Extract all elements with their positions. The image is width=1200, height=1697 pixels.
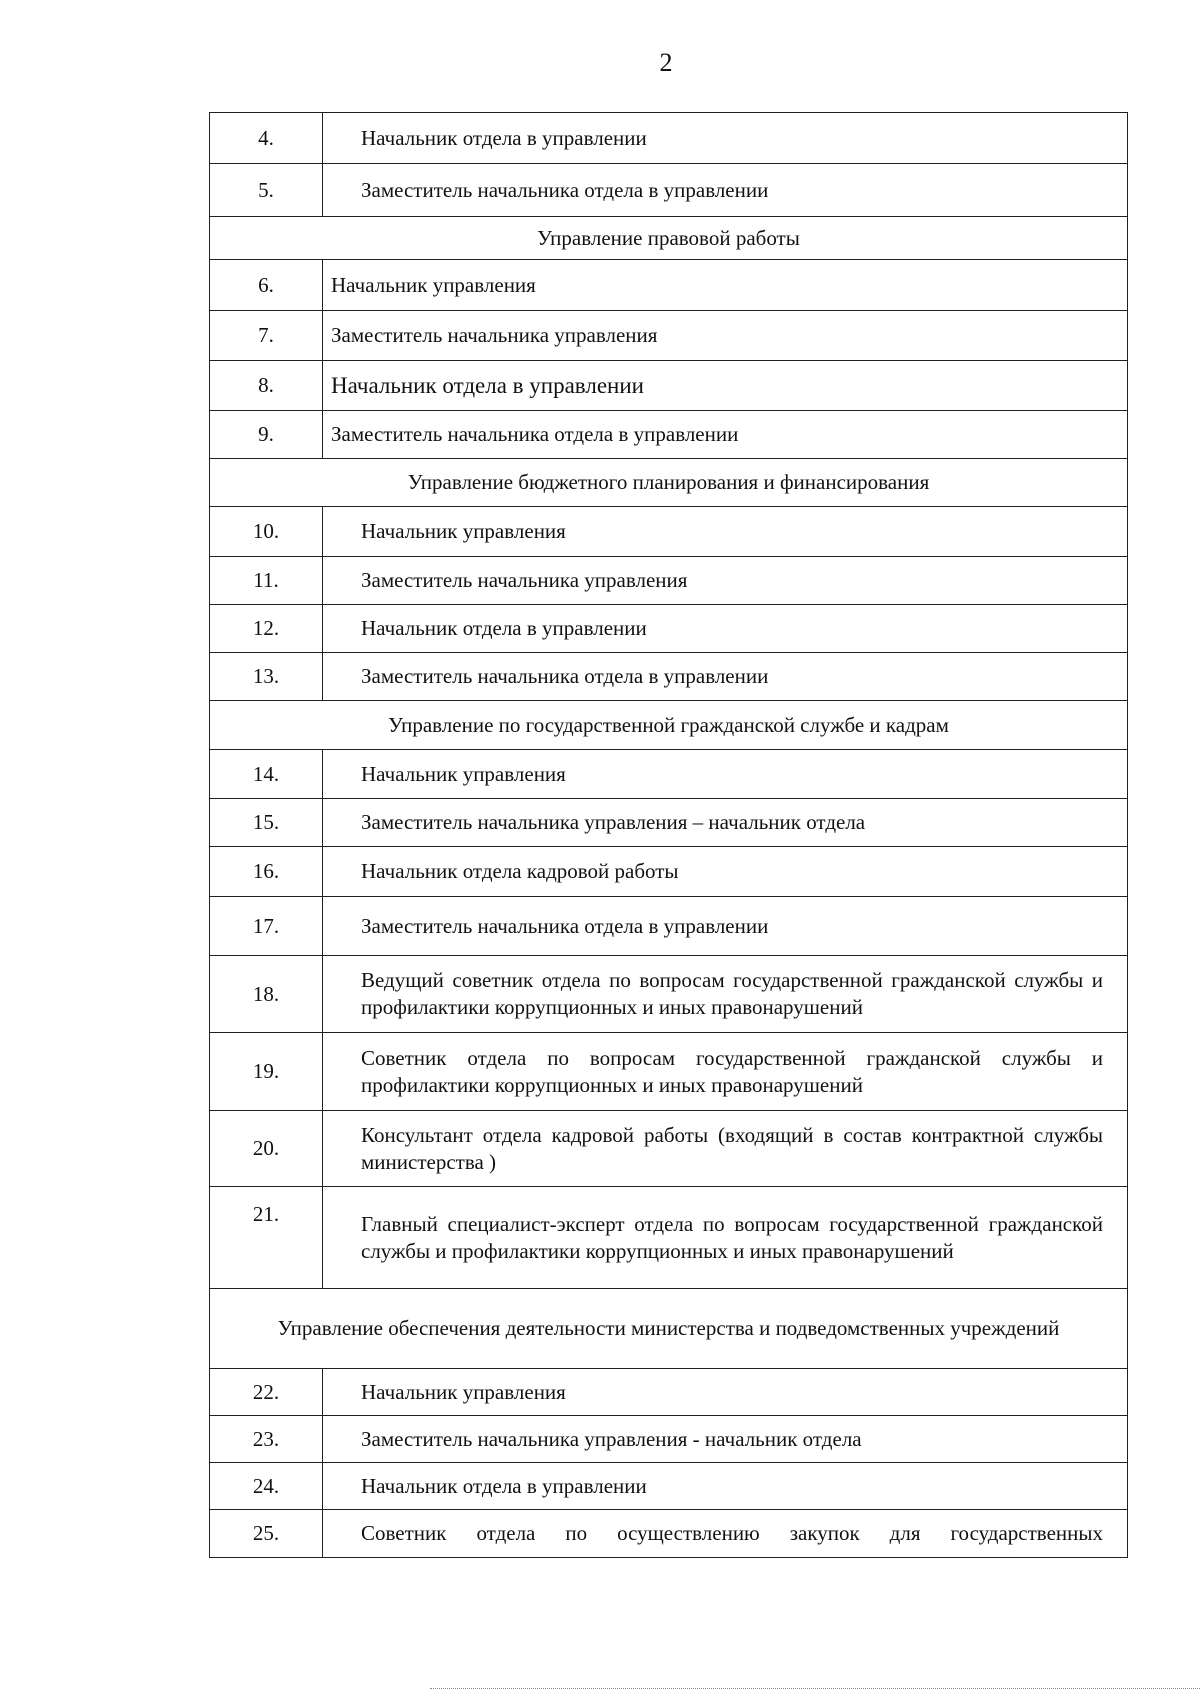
section-row [210, 459, 1128, 507]
table-row [210, 557, 1128, 605]
table-row [210, 799, 1128, 847]
position-title: Начальник отдела кадровой работы [323, 847, 1128, 897]
row-number: 10. [210, 507, 323, 557]
row-number: 9. [210, 411, 323, 459]
table-row [210, 260, 1128, 311]
row-number: 20. [210, 1111, 323, 1187]
table-row [210, 411, 1128, 459]
table-row [210, 361, 1128, 411]
table-row [210, 897, 1128, 956]
row-number: 19. [210, 1033, 323, 1111]
position-title: Советник отдела по вопросам государственной гражданской службы и профилактики коррупционных и иных правонарушений [323, 1033, 1128, 1111]
table-row [210, 1187, 1128, 1289]
position-title: Начальник управления [323, 750, 1128, 799]
position-title: Начальник отдела в управлении [323, 605, 1128, 653]
table-row [210, 750, 1128, 799]
positions-table [209, 112, 1128, 1558]
position-title: Заместитель начальника отдела в управлении [323, 411, 1128, 459]
row-number: 14. [210, 750, 323, 799]
row-number: 24. [210, 1463, 323, 1510]
table-row [210, 1463, 1128, 1510]
row-number: 16. [210, 847, 323, 897]
row-number: 22. [210, 1369, 323, 1416]
section-heading: Управление по государственной гражданской службе и кадрам [210, 701, 1128, 750]
footer-dotted-line [430, 1688, 1200, 1689]
position-title: Заместитель начальника отдела в управлении [323, 164, 1128, 217]
section-row [210, 701, 1128, 750]
position-title: Советник отдела по осуществлению закупок для государственных [323, 1510, 1128, 1558]
row-number: 18. [210, 956, 323, 1033]
row-number: 6. [210, 260, 323, 311]
row-number: 25. [210, 1510, 323, 1558]
position-title: Заместитель начальника управления [323, 557, 1128, 605]
row-number: 23. [210, 1416, 323, 1463]
section-heading: Управление правовой работы [210, 217, 1128, 260]
position-title: Начальник управления [323, 507, 1128, 557]
table-row [210, 1033, 1128, 1111]
row-number: 4. [210, 113, 323, 164]
position-title: Заместитель начальника отдела в управлении [323, 653, 1128, 701]
table-row [210, 1416, 1128, 1463]
section-heading: Управление обеспечения деятельности министерства и подведомственных учреждений [210, 1289, 1128, 1369]
table-row [210, 1111, 1128, 1187]
table-row [210, 113, 1128, 164]
position-title: Ведущий советник отдела по вопросам государственной гражданской службы и профилактики коррупционных и иных правонарушений [323, 956, 1128, 1033]
row-number: 13. [210, 653, 323, 701]
section-row [210, 1289, 1128, 1369]
page-number: 2 [659, 48, 673, 77]
table-row [210, 1510, 1128, 1558]
table-row [210, 311, 1128, 361]
position-title: Заместитель начальника отдела в управлении [323, 897, 1128, 956]
row-number: 11. [210, 557, 323, 605]
position-title: Консультант отдела кадровой работы (входящий в состав контрактной службы министерства ) [323, 1111, 1128, 1187]
row-number: 21. [210, 1187, 323, 1289]
position-title: Начальник управления [323, 260, 1128, 311]
position-title: Заместитель начальника управления – начальник отдела [323, 799, 1128, 847]
position-title: Начальник отдела в управлении [323, 113, 1128, 164]
row-number: 5. [210, 164, 323, 217]
table-row [210, 164, 1128, 217]
section-row [210, 217, 1128, 260]
table-row [210, 507, 1128, 557]
position-title: Главный специалист-эксперт отдела по вопросам государственной гражданской службы и профилактики коррупционных и иных правонарушений [323, 1187, 1128, 1289]
section-heading: Управление бюджетного планирования и финансирования [210, 459, 1128, 507]
table-row [210, 605, 1128, 653]
position-title: Начальник отдела в управлении [323, 361, 1128, 411]
row-number: 17. [210, 897, 323, 956]
position-title: Заместитель начальника управления - начальник отдела [323, 1416, 1128, 1463]
row-number: 7. [210, 311, 323, 361]
position-title: Заместитель начальника управления [323, 311, 1128, 361]
row-number: 8. [210, 361, 323, 411]
table-row [210, 847, 1128, 897]
position-title: Начальник управления [323, 1369, 1128, 1416]
position-title: Начальник отдела в управлении [323, 1463, 1128, 1510]
table-row [210, 956, 1128, 1033]
table-row [210, 653, 1128, 701]
row-number: 12. [210, 605, 323, 653]
row-number: 15. [210, 799, 323, 847]
table-row [210, 1369, 1128, 1416]
